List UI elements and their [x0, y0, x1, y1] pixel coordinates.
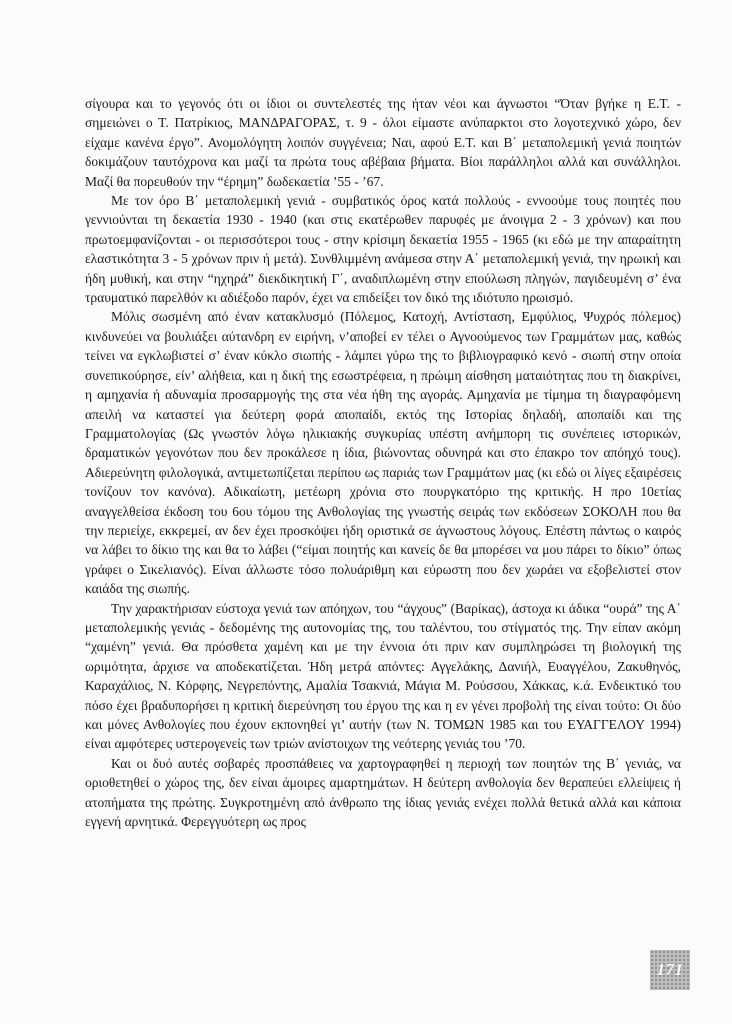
paragraph-4: Την χαρακτήρισαν εύστοχα γενιά των απόηχων, του “άγχους” (Βαρίκας), άστοχα κι άδικα “ουρά” της Α΄ μεταπολεμικής γενιάς - δεδομένης της αυτονομίας της, του ταλέντου, του στίγματός της. Την είπαν ακόμη “χαμένη” γενιά. Θα πρόσθετα χαμένη και με την έννοια ότι πριν καν συμπληρώσει τη βιολογική της ωριμότητα, άρχισε να αποδεκατίζεται. Ήδη μετρά απόντες: Αγγελάκης, Δανιήλ, Ευαγγέλου, Ζακυθηνός, Καραχάλιος, Ν. Κόρφης, Νεγρεπόντης, Αμαλία Τσακνιά, Μάγια Μ. Ρούσσου, Χάκκας, κ.ά. Ενδεικτικό του πόσο έχει βραδυπορήσει η κριτική διερεύνηση του έργου της και η εν γένει προβολή της είναι τούτο: Οι δύο και μόνες Ανθολογίες που έχουν εκπονηθεί γι’ αυτήν (των Ν. ΤΟΜΩΝ 1985 και του ΕΥΑΓΓΕΛΟΥ 1994) είναι αμφότερες υστερογενείς των τριών ανίστοιχων της νεότερης γενιάς του ’70. — [85, 600, 681, 752]
body-text — [85, 94, 681, 831]
paragraph-3: Μόλις σωσμένη από έναν κατακλυσμό (Πόλεμος, Κατοχή, Αντίσταση, Εμφύλιος, Ψυχρός πόλεμος) κινδυνεύει να βουλιάξει αύτανδρη εν ειρήνη, ν’αποβεί εν τέλει ο Αγνοούμενος των Γραμμάτων μας, καθώς τείνει να εγκλωβιστεί σ’ έναν κύκλο σιωπής - λάμπει γύρω της το βιβλιογραφικό κενό - σιωπή στην οποία συνεπικούρησε, είν’ αλήθεια, και η δική της εσωστρέφεια, η πρώιμη αίσθηση ματαιότητας που τη διακρίνει, η αμηχανία ή αδυναμία προσαρμογής της στα νέα ήθη της αγοράς. Αμηχανία με τίμημα τη διαγραφόμενη απειλή να καταστεί για δεύτερη φορά αποπαίδι, εκτός της Ιστορίας δηλαδή, αποπαίδι και της Γραμματολογίας (Ως γνωστόν λόγω ηλικιακής συγκυρίας υπέστη ανήμπορη τις συνέπειες ιστορικών, δραματικών γεγονότων που δεν προκάλεσε η ίδια, βιώνοντας οδυνηρά και στο έπακρο τον απόηχό τους). Αδιερεύνητη φιλολογικά, αντιμετωπίζεται περίπου ως παριάς των Γραμμάτων μας (κι εδώ οι λίγες εξαιρέσεις τονίζουν τον κανόνα). Αδικαίωτη, μετέωρη χρόνια στο πουργκατόριο της κριτικής. Η προ 10ετίας αναγγελθείσα έκδοση του 6ου τόμου της Ανθολογίας της γνωστής σειράς των εκδόσεων ΣΟΚΟΛΗ που θα την περιείχε, εκκρεμεί, αν δεν έχει προσκόψει ήδη οριστικά σε άγνωστους λόγους. Επέστη πάντως ο καιρός να λάβει το δίκιο της και θα το λάβει (“είμαι ποιητής και κανείς δε θα μπορέσει να μου πάρει το δίκιο” όπως γράφει ο Σικελιανός). Είναι άλλωστε τόσο πολυάριθμη και εύρωστη που δεν χωράει να εξοβελιστεί στον καιάδα της σιωπής. — [85, 309, 681, 597]
paragraph-2: Με τον όρο Β΄ μεταπολεμική γενιά - συμβατικός όρος κατά πολλούς - εννοούμε τους ποιητές που γεννιούνται τη δεκαετία 1930 - 1940 (και στις εκατέρωθεν παρυφές με άνοιγμα 2 - 3 χρόνων) και που πρωτοεμφανίζονται - οι περισσότεροι τους - στην κρίσιμη δεκαετία 1955 - 1965 (κι εδώ με την απαραίτητη ελαστικότητα 3 - 5 χρόνων πριν ή μετά). Συνθλιμμένη ανάμεσα στην Α΄ μεταπολεμική γενιά, την ηρωική και ήδη μυθική, και στην “ηχηρά” διεκδικητική Γ΄, αναδιπλωμένη στην επούλωση πληγών, παγιδευμένη σ’ ένα τραυματικό παρελθόν κι αδιέξοδο παρόν, έχει να επιδείξει τον δικό της ιδιότυπο ηρωισμό. — [85, 193, 681, 306]
paragraph-5: Και οι δυό αυτές σοβαρές προσπάθειες να χαρτογραφηθεί η περιοχή των ποιητών της Β΄ γενιάς, να οριοθετηθεί ο χώρος της, δεν είναι άμοιρες αμαρτημάτων. Η δεύτερη ανθολογία δεν θεραπεύει ελλείψεις ή ατοπήματα της πρώτης. Συγκροτημένη από άνθρωπο της ίδιας γενιάς ενέχει πολλά θετικά αλλά και κάποια εγγενή αρνητικά. Φερεγγυότερη ως προς — [85, 755, 681, 830]
paragraph-1: σίγουρα και το γεγονός ότι οι ίδιοι οι συντελεστές της ήταν νέοι και άγνωστοι “Όταν βγήκε η Ε.Τ. - σημειώνει ο Τ. Πατρίκιος, ΜΑΝΔΡΑΓΟΡΑΣ, τ. 9 - όλοι είμαστε ανύπαρκτοι στο λογοτεχνικό χώρο, δεν είχαμε κανένα έργο”. Ανομολόγητη λοιπόν συγγένεια; Ναι, αφού Ε.Τ. και Β΄ μεταπολεμική γενιά ποιητών δοκιμάζουν ταυτόχρονα και μαζί τα πρώτα τους αβέβαια βήματα. Βίοι παράλληλοι αλλά και συνάλληλοι. Μαζί θα πορευθούν την “έρημη” δωδεκαετία ’55 - ’67. — [85, 96, 681, 189]
page-number: 171 — [656, 960, 684, 979]
page-number-badge — [650, 950, 690, 990]
